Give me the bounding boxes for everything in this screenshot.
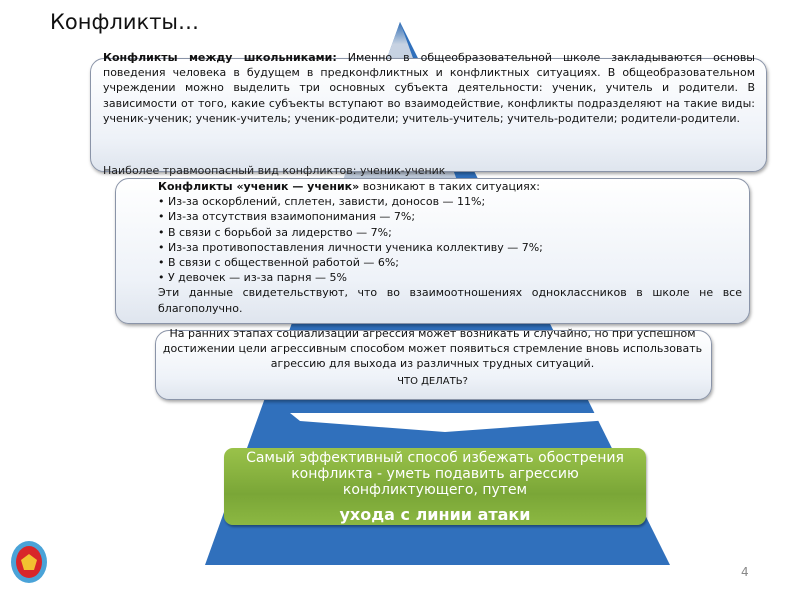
student-student-text [158, 179, 742, 316]
list-item: • В связи с борьбой за лидерство — 7%; [158, 225, 392, 239]
list-item: • У девочек — из-за парня — 5% [158, 271, 347, 285]
school-conflicts-heading: Конфликты между школьниками: [103, 51, 337, 64]
what-to-do-question: ЧТО ДЕЛАТЬ? [397, 376, 468, 387]
solution-text: Самый эффективный способ избежать обострения конфликта - уметь подавить агрессию конфликтующего, путем [246, 450, 624, 498]
emblem-logo-icon [10, 540, 48, 584]
page-number: 4 [741, 565, 749, 579]
solution-emphasis: ухода с линии атаки [339, 505, 531, 524]
aggression-body: На ранних этапах социализации агрессия может возникать и случайно, но при успешном достижении цели агрессивным способом может появиться стремление вновь использовать агрессию для выхода из различных трудных ситуаций. [162, 327, 703, 370]
list-item: • Из-за оскорблений, сплетен, зависти, доносов — 11%; [158, 195, 486, 209]
list-item: • Из-за отсутствия взаимопонимания — 7%; [158, 210, 416, 224]
page-title: Конфликты… [50, 10, 200, 34]
school-conflicts-body: Именно в общеобразовательной школе закладываются основы поведения человека в будущем в предконфликтных и конфликтных ситуациях. В общеобразовательном учреждении можно выделить три основных субъекта деятельности: ученик, учитель и родители. В зависимости от того, какие субъекты вступают во взаимодействие, конфликты подразделяют на такие виды: ученик-ученик; ученик-учитель; ученик-родители; учитель-учитель; учитель-родители; родители-родители. [103, 51, 755, 125]
aggression-text [160, 326, 705, 389]
student-student-heading-rest: возникают в таких ситуациях: [359, 180, 540, 193]
school-conflicts-text [103, 50, 755, 126]
solution-box [224, 448, 646, 525]
most-traumatic-note: Наиболее травмоопасный вид конфликтов: ученик-ученик [103, 164, 446, 177]
list-item: • Из-за противопоставления личности ученика коллективу — 7%; [158, 240, 543, 254]
student-student-heading: Конфликты «ученик — ученик» [158, 180, 360, 193]
list-item: • В связи с общественной работой — 6%; [158, 256, 399, 270]
student-student-conclusion: Эти данные свидетельствуют, что во взаимоотношениях одноклассников в школе не все благополучно. [158, 286, 742, 315]
